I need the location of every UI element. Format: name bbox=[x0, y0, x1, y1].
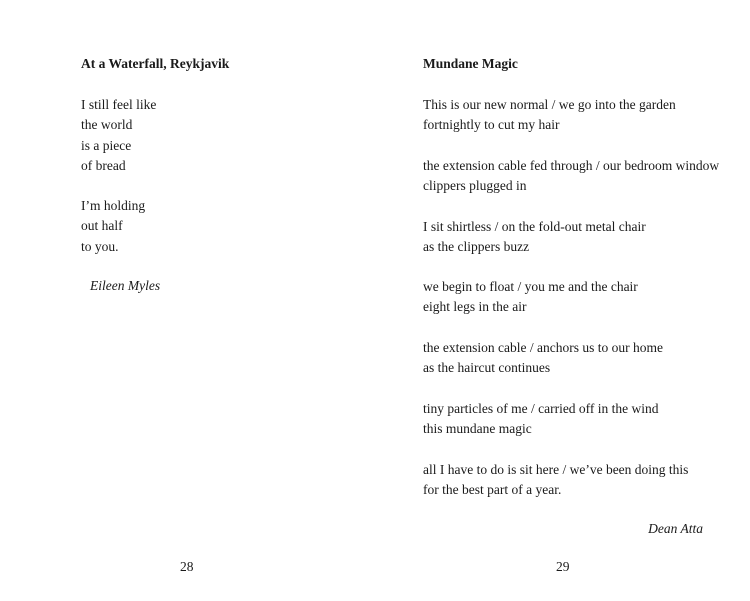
poem-line: tiny particles of me / carried off in the wind bbox=[423, 401, 659, 416]
poem-line: all I have to do is sit here / we’ve been doing this bbox=[423, 462, 689, 477]
poem-line: This is our new normal / we go into the garden bbox=[423, 97, 676, 112]
poem-stanza bbox=[423, 460, 688, 501]
poem-line: as the clippers buzz bbox=[423, 239, 530, 255]
right-page bbox=[375, 0, 750, 601]
poem-title: Mundane Magic bbox=[423, 56, 518, 71]
poem-line: fortnightly to cut my hair bbox=[423, 117, 560, 133]
poem-author: Eileen Myles bbox=[90, 278, 161, 293]
poem-stanza bbox=[423, 156, 719, 197]
poem-stanza bbox=[81, 95, 156, 176]
poem-title: At a Waterfall, Reykjavik bbox=[81, 56, 230, 71]
poem-line: I sit shirtless / on the fold-out metal chair bbox=[423, 219, 646, 234]
poem-stanza bbox=[81, 196, 145, 257]
poem-line: I still feel like bbox=[81, 97, 157, 112]
poem-line: is a piece bbox=[81, 137, 132, 153]
poem-line: for the best part of a year. bbox=[423, 482, 562, 498]
poem-line: the extension cable / anchors us to our home bbox=[423, 340, 663, 355]
poem-line: to you. bbox=[81, 238, 119, 254]
page-number: 29 bbox=[556, 559, 570, 574]
poem-line: I’m holding bbox=[81, 198, 146, 213]
poem-line: as the haircut continues bbox=[423, 360, 551, 376]
poem-stanza bbox=[423, 95, 676, 136]
poem-stanza bbox=[423, 399, 659, 440]
poem-author: Dean Atta bbox=[648, 521, 703, 536]
poem-line: of bread bbox=[81, 157, 126, 173]
poem-stanza bbox=[423, 277, 638, 318]
page-number: 28 bbox=[180, 559, 194, 574]
poem-line: out half bbox=[81, 218, 123, 234]
poem-line: clippers plugged in bbox=[423, 178, 527, 194]
poem-line: this mundane magic bbox=[423, 421, 532, 437]
poem-line: we begin to float / you me and the chair bbox=[423, 279, 638, 294]
poem-line: the extension cable fed through / our bedroom window bbox=[423, 158, 720, 173]
poem-line: eight legs in the air bbox=[423, 299, 527, 315]
poem-stanza bbox=[423, 338, 663, 379]
poem-stanza bbox=[423, 217, 646, 258]
poem-line: the world bbox=[81, 117, 133, 133]
